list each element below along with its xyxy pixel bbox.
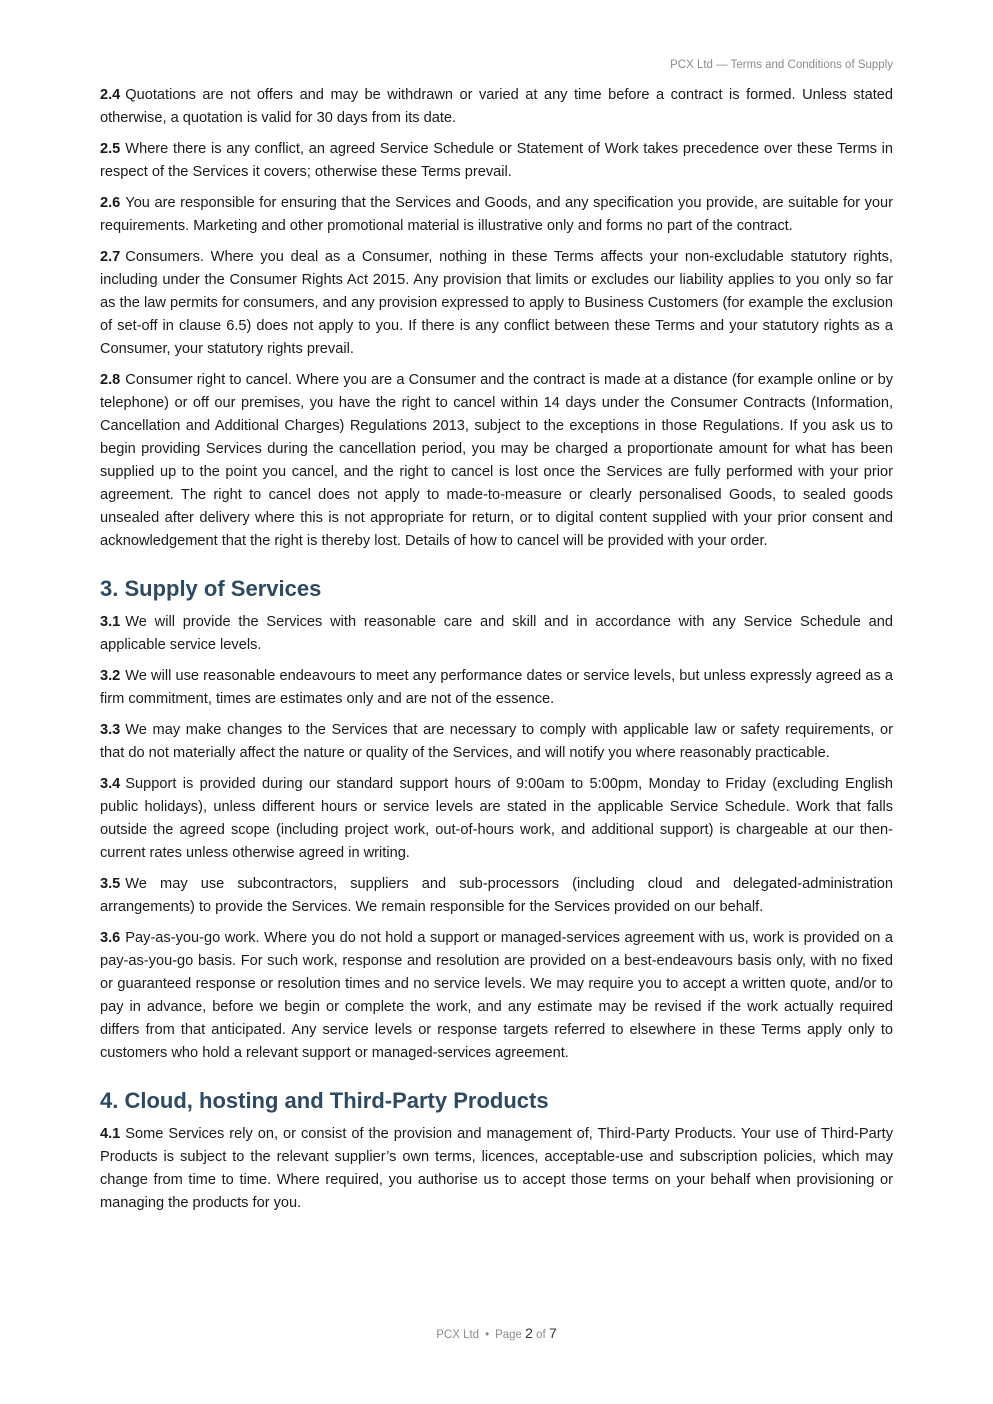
clause-number: 2.5 [100, 141, 121, 157]
clause-number: 3.4 [100, 776, 121, 792]
clause-text: We will provide the Services with reasonable care and skill and in accordance with any Service Schedule and applicable service levels. [100, 614, 893, 653]
clause-text: We may make changes to the Services that are necessary to comply with applicable law or safety requirements, or that do not materially affect the nature or quality of the Services, and will notify you where reasonably practicable. [100, 722, 893, 761]
clause-text: Quotations are not offers and may be withdrawn or varied at any time before a contract is formed. Unless stated otherwise, a quotation is valid for 30 days from its date. [100, 87, 893, 126]
clause-number: 3.3 [100, 722, 121, 738]
footer-page-total: 7 [548, 1325, 557, 1341]
clause-text: Pay-as-you-go work. Where you do not hold a support or managed-services agreement with us, work is provided on a pay-as-you-go basis. For such work, response and resolution are provided on a best-endeavours basis only, with no fixed or guaranteed response or resolution times and no service levels. We may require you to accept a written quote, and/or to pay in advance, before we begin or complete the work, and any estimate may be revised if the work actually required differs from that anticipated. Any service levels or response targets referred to elsewhere in these Terms apply only to customers who hold a relevant support or managed-services agreement. [100, 930, 893, 1061]
clause-3-5 [100, 873, 893, 919]
clause-number: 2.6 [100, 195, 121, 211]
clause-text: We may use subcontractors, suppliers and sub-processors (including cloud and delegated-administration arrangements) to provide the Services. We remain responsible for the Services provided on our behalf. [100, 876, 893, 915]
footer-of-label: of [536, 1329, 546, 1341]
clause-4-1 [100, 1123, 893, 1215]
clause-3-6 [100, 927, 893, 1065]
clause-2-8 [100, 369, 893, 553]
clause-number: 2.7 [100, 249, 121, 265]
clause-text: Where there is any conflict, an agreed Service Schedule or Statement of Work takes precedence over these Terms in respect of the Services it covers; otherwise these Terms prevail. [100, 141, 893, 180]
clause-text: Consumer right to cancel. Where you are a Consumer and the contract is made at a distance (for example online or by telephone) or off our premises, you have the right to cancel within 14 days under the Consumer Contracts (Information, Cancellation and Additional Charges) Regulations 2013, subject to the exceptions in those Regulations. If you ask us to begin providing Services during the cancellation period, you may be charged a proportionate amount for what has been supplied up to the point you cancel, and the right to cancel is lost once the Services are fully performed with your prior agreement. The right to cancel does not apply to made-to-measure or clearly personalised Goods, to sealed goods unsealed after delivery where this is not appropriate for return, or to digital content supplied with your prior consent and acknowledgement that the right is thereby lost. Details of how to cancel will be provided with your order. [100, 372, 893, 549]
clause-2-6 [100, 192, 893, 238]
section-heading-supply-of-services: 3. Supply of Services [100, 576, 322, 601]
clause-number: 2.8 [100, 372, 121, 388]
clause-text: You are responsible for ensuring that the Services and Goods, and any specification you provide, are suitable for your requirements. Marketing and other promotional material is illustrative only and forms no part of the contract. [100, 195, 893, 234]
section-heading-cloud-hosting: 4. Cloud, hosting and Third-Party Products [100, 1088, 549, 1113]
clause-number: 3.1 [100, 614, 121, 630]
clause-number: 3.6 [100, 930, 121, 946]
clause-text: We will use reasonable endeavours to meet any performance dates or service levels, but unless expressly agreed as a firm commitment, times are estimates only and are not of the essence. [100, 668, 893, 707]
clause-text: Consumers. Where you deal as a Consumer, nothing in these Terms affects your non-excludable statutory rights, including under the Consumer Rights Act 2015. Any provision that limits or excludes our liability applies to you only so far as the law permits for consumers, and any provision expressed to apply to Business Customers (for example the exclusion of set-off in clause 6.5) does not apply to you. If there is any conflict between these Terms and your statutory rights as a Consumer, your statutory rights prevail. [100, 249, 893, 357]
clause-3-4 [100, 773, 893, 865]
footer-company: PCX Ltd [436, 1329, 480, 1341]
clause-3-2 [100, 665, 893, 711]
footer-page-number: 2 [525, 1325, 533, 1341]
clause-number: 3.5 [100, 876, 121, 892]
clause-text: Support is provided during our standard support hours of 9:00am to 5:00pm, Monday to Friday (excluding English public holidays), unless different hours or service levels are stated in the applicable Service Schedule. Work that falls outside the agreed scope (including project work, out-of-hours work, and additional support) is chargeable at our then-current rates unless otherwise agreed in writing. [100, 776, 893, 861]
clause-3-1 [100, 611, 893, 657]
clause-2-7 [100, 246, 893, 361]
document-body [100, 84, 893, 1223]
clause-2-5 [100, 138, 893, 184]
footer-page-label: Page [495, 1329, 522, 1341]
clause-number: 3.2 [100, 668, 121, 684]
clause-number: 4.1 [100, 1126, 121, 1142]
running-header: PCX Ltd — Terms and Conditions of Supply [670, 59, 893, 71]
clause-number: 2.4 [100, 87, 121, 103]
page-footer [0, 1325, 993, 1341]
clause-3-3 [100, 719, 893, 765]
clause-2-4 [100, 84, 893, 130]
footer-separator: • [485, 1329, 490, 1341]
clause-text: Some Services rely on, or consist of the provision and management of, Third-Party Products. Your use of Third-Party Products is subject to the relevant supplier’s own terms, licences, acceptable-use and subscription policies, which may change from time to time. Where required, you authorise us to accept those terms on your behalf when provisioning or managing the products for you. [100, 1126, 893, 1211]
